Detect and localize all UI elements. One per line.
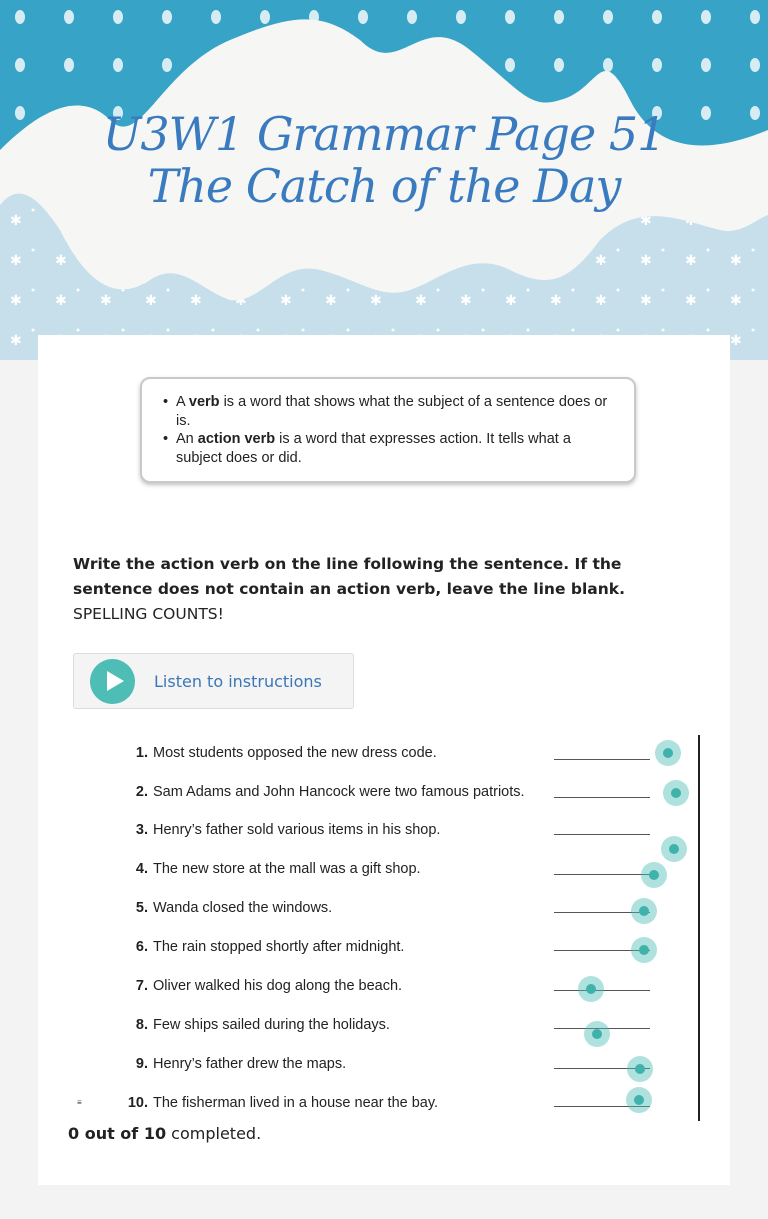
sentence-text: The new store at the mall was a gift shop.: [153, 861, 421, 877]
rule-term: verb: [188, 394, 220, 410]
play-icon: [90, 659, 135, 704]
sentence-row: [118, 1095, 548, 1111]
sentence-number: 8.: [135, 1017, 148, 1033]
sentence-number: 1.: [135, 745, 148, 761]
sentence-number: 10.: [127, 1095, 148, 1111]
sentence-number: 7.: [135, 978, 148, 994]
sentence-row: [118, 900, 548, 916]
sentence-text: Henry’s father drew the maps.: [153, 1056, 347, 1072]
sentence-number: 9.: [135, 1056, 148, 1072]
rule-text: is a word that expresses action. It tells what a subject does or did.: [176, 431, 571, 466]
rule-item: [176, 393, 614, 430]
drag-handle[interactable]: [578, 976, 604, 1002]
title-line-2: The Catch of the Day: [147, 159, 621, 213]
sentence-text: The fisherman lived in a house near the bay.: [153, 1095, 439, 1111]
rules-box: [140, 377, 636, 483]
instructions-note: SPELLING COUNTS!: [73, 605, 224, 623]
sentence-text: The rain stopped shortly after midnight.: [153, 939, 405, 955]
drag-handle[interactable]: [641, 862, 667, 888]
sentence-row: [118, 745, 548, 761]
sentence-text: Wanda closed the windows.: [153, 900, 333, 916]
sentence-text: Most students opposed the new dress code.: [153, 745, 437, 761]
drag-handle[interactable]: [663, 780, 689, 806]
sentence-row: [118, 978, 548, 994]
sentence-row: [118, 861, 548, 877]
instructions: [73, 552, 673, 627]
page-title: [0, 108, 768, 212]
listen-label: Listen to instructions: [154, 672, 322, 691]
sentence-number: 5.: [135, 900, 148, 916]
sentence-text: Sam Adams and John Hancock were two famous patriots.: [153, 784, 525, 800]
drag-handle[interactable]: [655, 740, 681, 766]
rule-text: A: [176, 394, 189, 410]
sentence-row: [118, 822, 548, 838]
divider: [698, 735, 700, 1121]
rule-text: An: [176, 431, 198, 447]
answer-line[interactable]: [554, 759, 650, 760]
drag-grip-icon: ≡: [77, 1098, 82, 1107]
rule-item: [176, 430, 614, 467]
answer-line[interactable]: [554, 797, 650, 798]
drag-handle[interactable]: [631, 898, 657, 924]
sentence-number: 6.: [135, 939, 148, 955]
drag-handle[interactable]: [661, 836, 687, 862]
sentence-row: [118, 1017, 548, 1033]
sentence-row: [118, 939, 548, 955]
sentence-text: Henry’s father sold various items in his shop.: [153, 822, 441, 838]
answer-line[interactable]: [554, 834, 650, 835]
completed-label: completed.: [166, 1124, 262, 1143]
rule-term: action verb: [197, 431, 276, 447]
instructions-bold: Write the action verb on the line following the sentence. If the sentence does not contain an action verb, leave the line blank.: [73, 555, 625, 598]
rule-text: is a word that shows what the subject of a sentence does or is.: [176, 394, 608, 429]
completion-status: [68, 1124, 261, 1143]
sentence-text: Few ships sailed during the holidays.: [153, 1017, 390, 1033]
header-banner: [0, 0, 768, 360]
drag-handle[interactable]: [626, 1087, 652, 1113]
completed-count: 0 out of 10: [68, 1124, 167, 1143]
sentence-row: [118, 784, 548, 800]
sentence-text: Oliver walked his dog along the beach.: [153, 978, 403, 994]
sentence-number: 3.: [135, 822, 148, 838]
drag-handle[interactable]: [584, 1021, 610, 1047]
listen-instructions-button[interactable]: [73, 653, 354, 709]
answer-line[interactable]: [554, 874, 650, 875]
sentence-number: 4.: [135, 861, 148, 877]
drag-handle[interactable]: [627, 1056, 653, 1082]
sentence-number: 2.: [135, 784, 148, 800]
sentence-row: [118, 1056, 548, 1072]
title-line-1: U3W1 Grammar Page 51: [102, 107, 666, 161]
drag-handle[interactable]: [631, 937, 657, 963]
